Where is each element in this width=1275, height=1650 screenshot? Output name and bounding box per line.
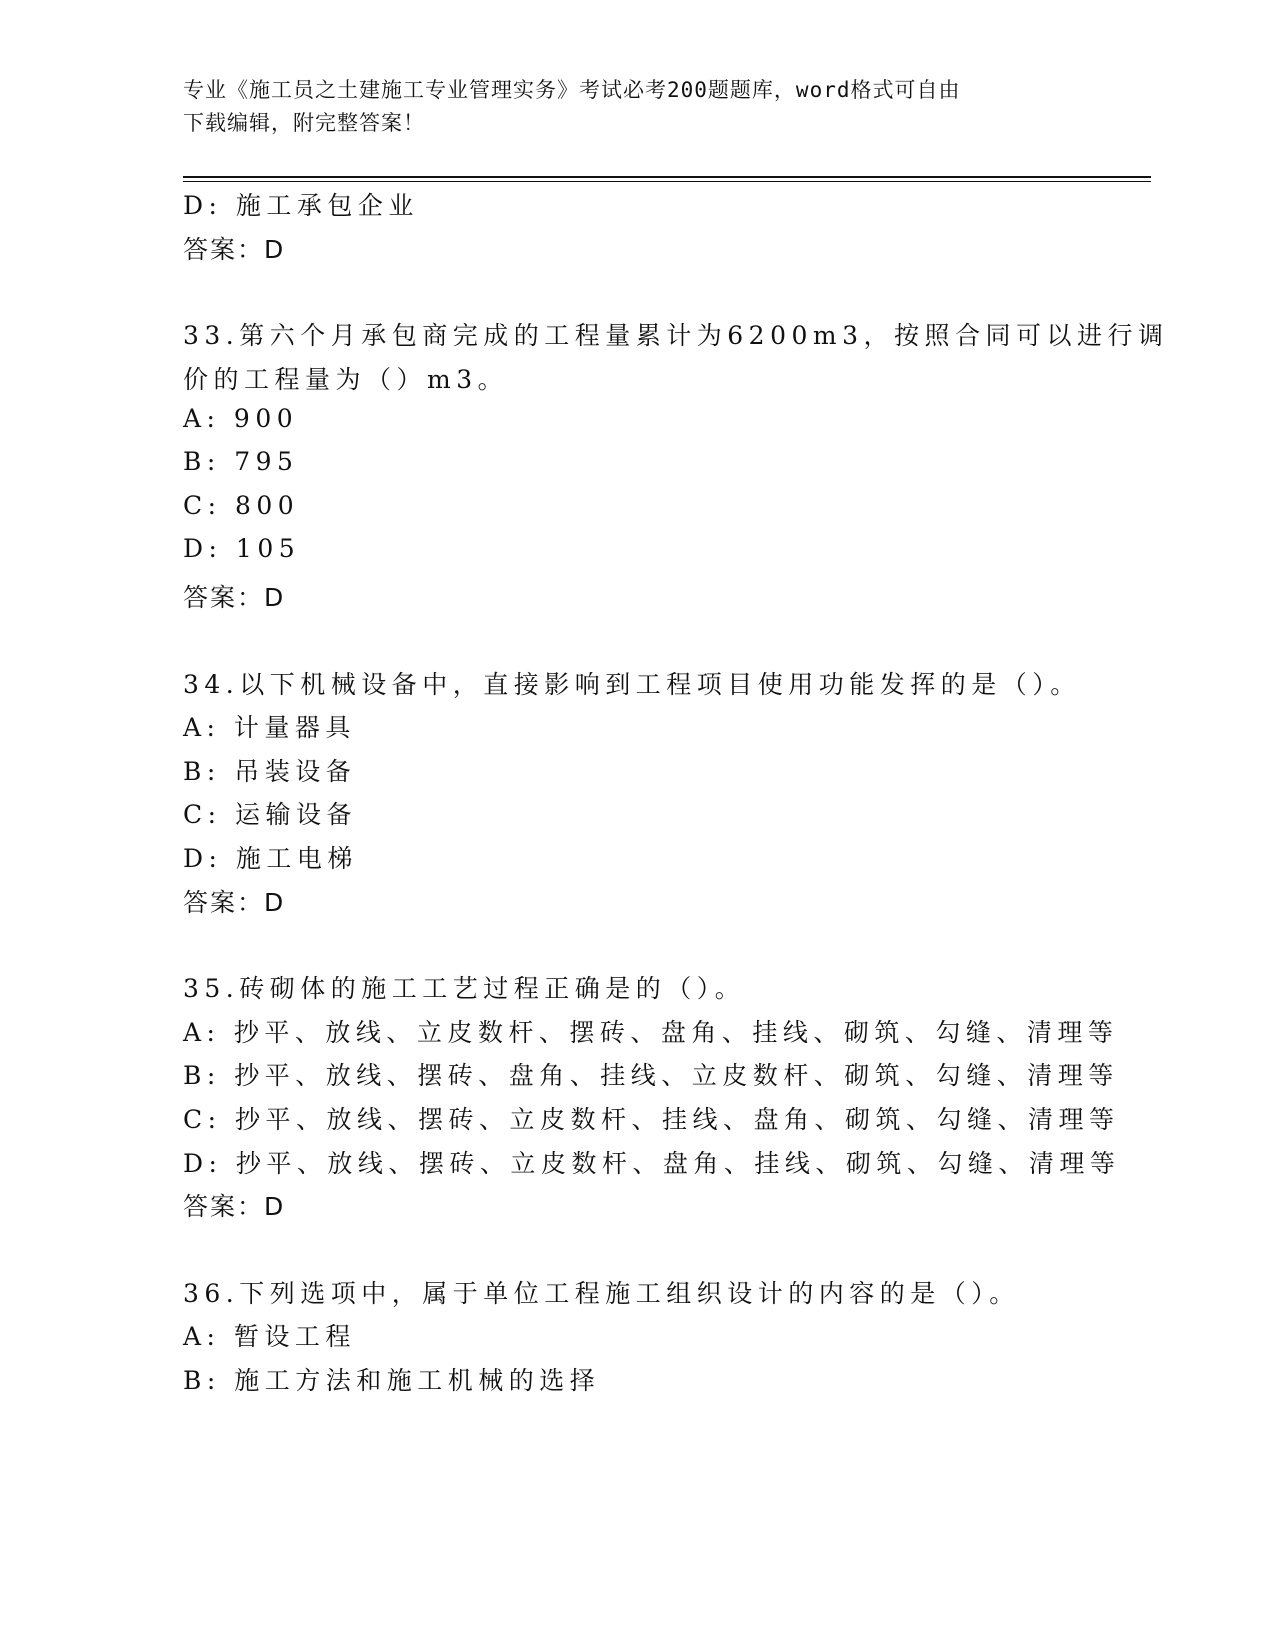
q34-option-b: B: 吊装设备 (183, 757, 357, 786)
header-divider-thin (183, 181, 1151, 182)
header-line-2: 下载编辑，附完整答案！ (183, 111, 425, 135)
q33-answer: 答案：D (183, 583, 286, 612)
q33-option-d: D: 105 (183, 534, 301, 563)
q35-question: 35.砖砌体的施工工艺过程正确是的（）。 (183, 974, 746, 1003)
q34-option-d: D: 施工电梯 (183, 844, 358, 873)
q36-question: 36.下列选项中，属于单位工程施工组织设计的内容的是（）。 (183, 1279, 1020, 1308)
q35-option-c: C: 抄平、放线、摆砖、立皮数杆、挂线、盘角、砌筑、勾缝、清理等 (183, 1105, 1120, 1134)
q36-option-b: B: 施工方法和施工机械的选择 (183, 1366, 601, 1395)
q33-question-line-2: 价的工程量为（）m3。 (183, 365, 509, 394)
q32-option-d: D: 施工承包企业 (183, 191, 419, 220)
q35-option-d: D: 抄平、放线、摆砖、立皮数杆、盘角、挂线、砌筑、勾缝、清理等 (183, 1149, 1121, 1178)
q34-option-c: C: 运输设备 (183, 800, 357, 829)
q33-option-b: B: 795 (183, 447, 299, 476)
q35-option-b: B: 抄平、放线、摆砖、盘角、挂线、立皮数杆、砌筑、勾缝、清理等 (183, 1061, 1119, 1090)
q32-answer: 答案：D (183, 235, 286, 264)
q33-option-c: C: 800 (183, 491, 300, 520)
q35-answer: 答案：D (183, 1192, 286, 1221)
header-divider-thick (183, 176, 1151, 178)
document-header (183, 74, 1073, 140)
q34-question: 34.以下机械设备中，直接影响到工程项目使用功能发挥的是（）。 (183, 670, 1081, 699)
q35-option-a: A: 抄平、放线、立皮数杆、摆砖、盘角、挂线、砌筑、勾缝、清理等 (183, 1018, 1119, 1047)
q33-question-line-1: 33.第六个月承包商完成的工程量累计为6200m3，按照合同可以进行调 (183, 321, 1169, 350)
q34-answer: 答案：D (183, 888, 286, 917)
q33-option-a: A: 900 (183, 404, 299, 433)
q34-option-a: A: 计量器具 (183, 713, 356, 742)
header-line-1: 专业《施工员之土建施工专业管理实务》考试必考200题题库，word格式可自由 (183, 78, 961, 102)
q36-option-a: A: 暂设工程 (183, 1322, 356, 1351)
